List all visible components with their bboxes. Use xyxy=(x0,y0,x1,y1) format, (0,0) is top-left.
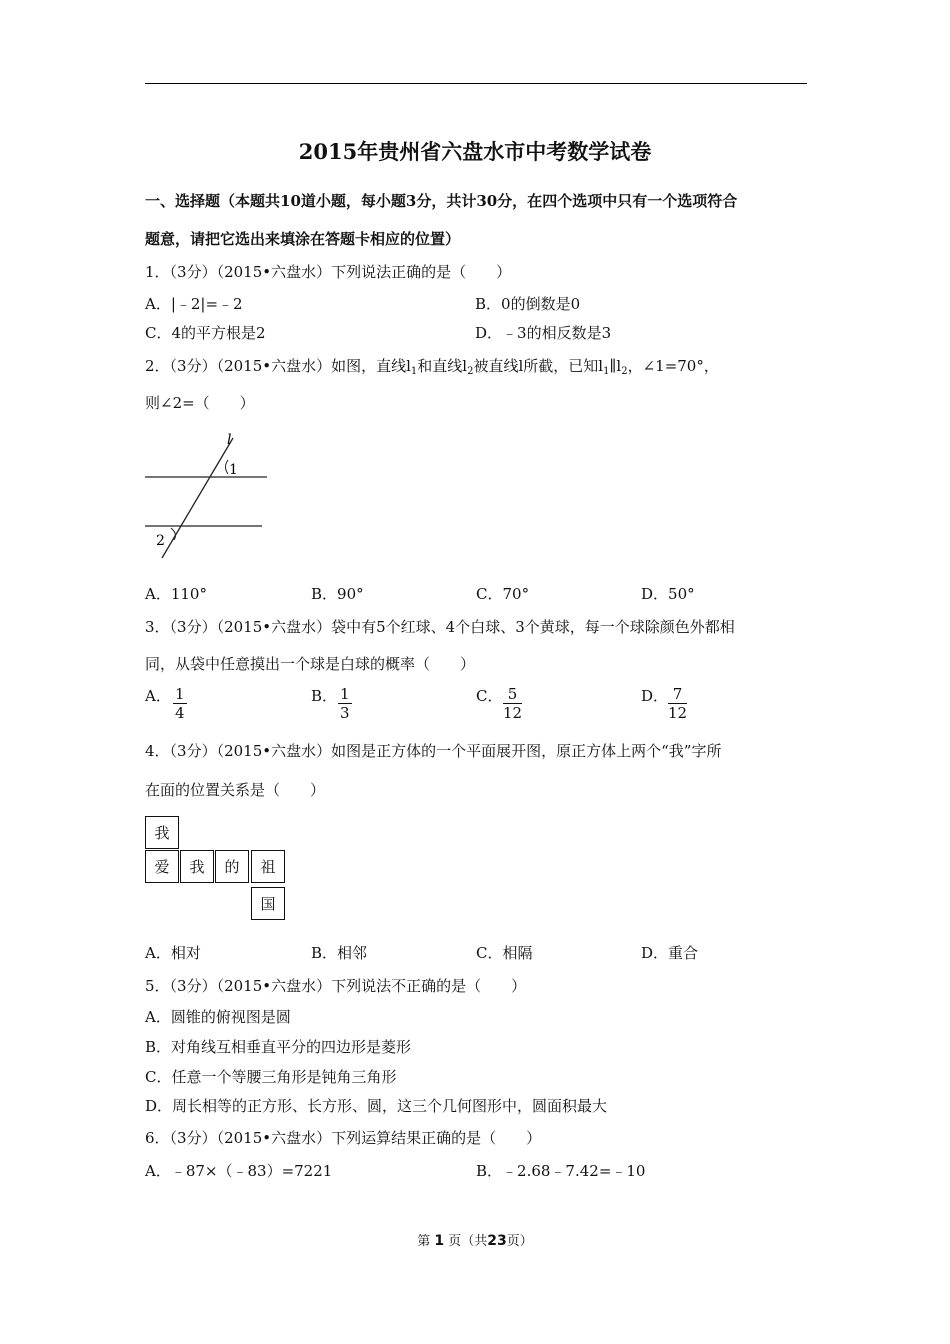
q3-option-d-fraction: $\frac{7}{12}$ xyxy=(668,685,688,722)
q2-parallel-lines-figure xyxy=(140,428,280,568)
section-heading-line1: 一、选择题（本题共10道小题，每小题3分，共计30分，在四个选项中只有一个选项符合 xyxy=(145,192,738,210)
header-rule xyxy=(145,83,807,84)
q4-option-c: C．相隔 xyxy=(476,944,533,962)
page-footer: 第 1 页（共23页） xyxy=(417,1233,533,1249)
q4-stem-line2: 在面的位置关系是（ ） xyxy=(145,781,326,799)
transversal-line-l xyxy=(162,438,233,558)
q4-option-a: A．相对 xyxy=(145,944,201,962)
q6-stem: 6．（3分）（2015•六盘水）下列运算结果正确的是（ ） xyxy=(145,1129,542,1147)
net-cell-bottom: 国 xyxy=(251,887,285,920)
q2-option-a: A．110° xyxy=(145,585,207,603)
net-cell-row-2: 我 xyxy=(180,850,214,883)
q5-option-b: B．对角线互相垂直平分的四边形是菱形 xyxy=(145,1038,412,1056)
q5-stem: 5．（3分）（2015•六盘水）下列说法不正确的是（ ） xyxy=(145,977,527,995)
q4-stem-line1: 4．（3分）（2015•六盘水）如图是正方体的一个平面展开图，原正方体上两个“我”字所 xyxy=(145,742,722,760)
q2-option-c: C．70° xyxy=(476,585,530,603)
q1-stem: 1．（3分）（2015•六盘水）下列说法正确的是（ ） xyxy=(145,263,512,281)
q2-option-b: B．90° xyxy=(311,585,364,603)
q1-option-d: D．﹣3的相反数是3 xyxy=(475,324,612,342)
label-l: l xyxy=(227,432,232,448)
q5-option-a: A．圆锥的俯视图是圆 xyxy=(145,1008,291,1026)
q4-option-d: D．重合 xyxy=(641,944,699,962)
q4-option-b: B．相邻 xyxy=(311,944,368,962)
net-cell-row-1: 爱 xyxy=(145,850,179,883)
net-cell-row-3: 的 xyxy=(215,850,249,883)
q1-option-a: A．|﹣2|=﹣2 xyxy=(145,295,243,313)
q2-option-d: D．50° xyxy=(641,585,695,603)
angle1-arc xyxy=(226,460,229,474)
q3-option-c-label: C． xyxy=(476,687,503,705)
q3-stem-line2: 同，从袋中任意摸出一个球是白球的概率（ ） xyxy=(145,655,476,673)
section-heading-line2: 题意，请把它选出来填涂在答题卡相应的位置） xyxy=(145,230,461,248)
q1-option-c: C．4的平方根是2 xyxy=(145,324,266,342)
q3-stem-line1: 3．（3分）（2015•六盘水）袋中有5个红球、4个白球、3个黄球，每一个球除颜色外都相 xyxy=(145,618,735,636)
q6-option-b: B．﹣2.68﹣7.42=﹣10 xyxy=(476,1162,646,1180)
q3-option-b-fraction: $\frac{1}{3}$ xyxy=(340,685,350,722)
q5-option-c: C．任意一个等腰三角形是钝角三角形 xyxy=(145,1068,397,1086)
label-angle-2: 2 xyxy=(156,533,165,549)
label-angle-1: 1 xyxy=(229,462,238,478)
q6-option-a: A．﹣87×（﹣83）=7221 xyxy=(145,1162,333,1180)
q3-option-b-label: B． xyxy=(311,687,338,705)
current-page-number: 1 xyxy=(434,1233,445,1249)
q3-option-a-fraction: $\frac{1}{4}$ xyxy=(175,685,185,722)
q4-cube-net-figure xyxy=(145,816,290,924)
q3-option-d-label: D． xyxy=(641,687,669,705)
q3-option-a-label: A． xyxy=(145,687,171,705)
q3-option-c-fraction: $\frac{5}{12}$ xyxy=(503,685,523,722)
q2-stem: 2．（3分）（2015•六盘水）如图，直线$l_1$和直线$l_2$被直线l所截，已知$l_1\parallel l_2$，∠1=70°， xyxy=(145,357,719,377)
net-cell-top: 我 xyxy=(145,816,179,849)
q1-option-b: B．0的倒数是0 xyxy=(475,295,581,313)
q5-option-d: D．周长相等的正方形、长方形、圆，这三个几何图形中，圆面积最大 xyxy=(145,1097,608,1115)
q2-stem-continued: 则∠2=（ ） xyxy=(145,394,255,412)
total-pages: 23 xyxy=(487,1233,507,1249)
net-cell-row-4: 祖 xyxy=(251,850,285,883)
exam-title: 2015年贵州省六盘水市中考数学试卷 xyxy=(298,139,652,164)
